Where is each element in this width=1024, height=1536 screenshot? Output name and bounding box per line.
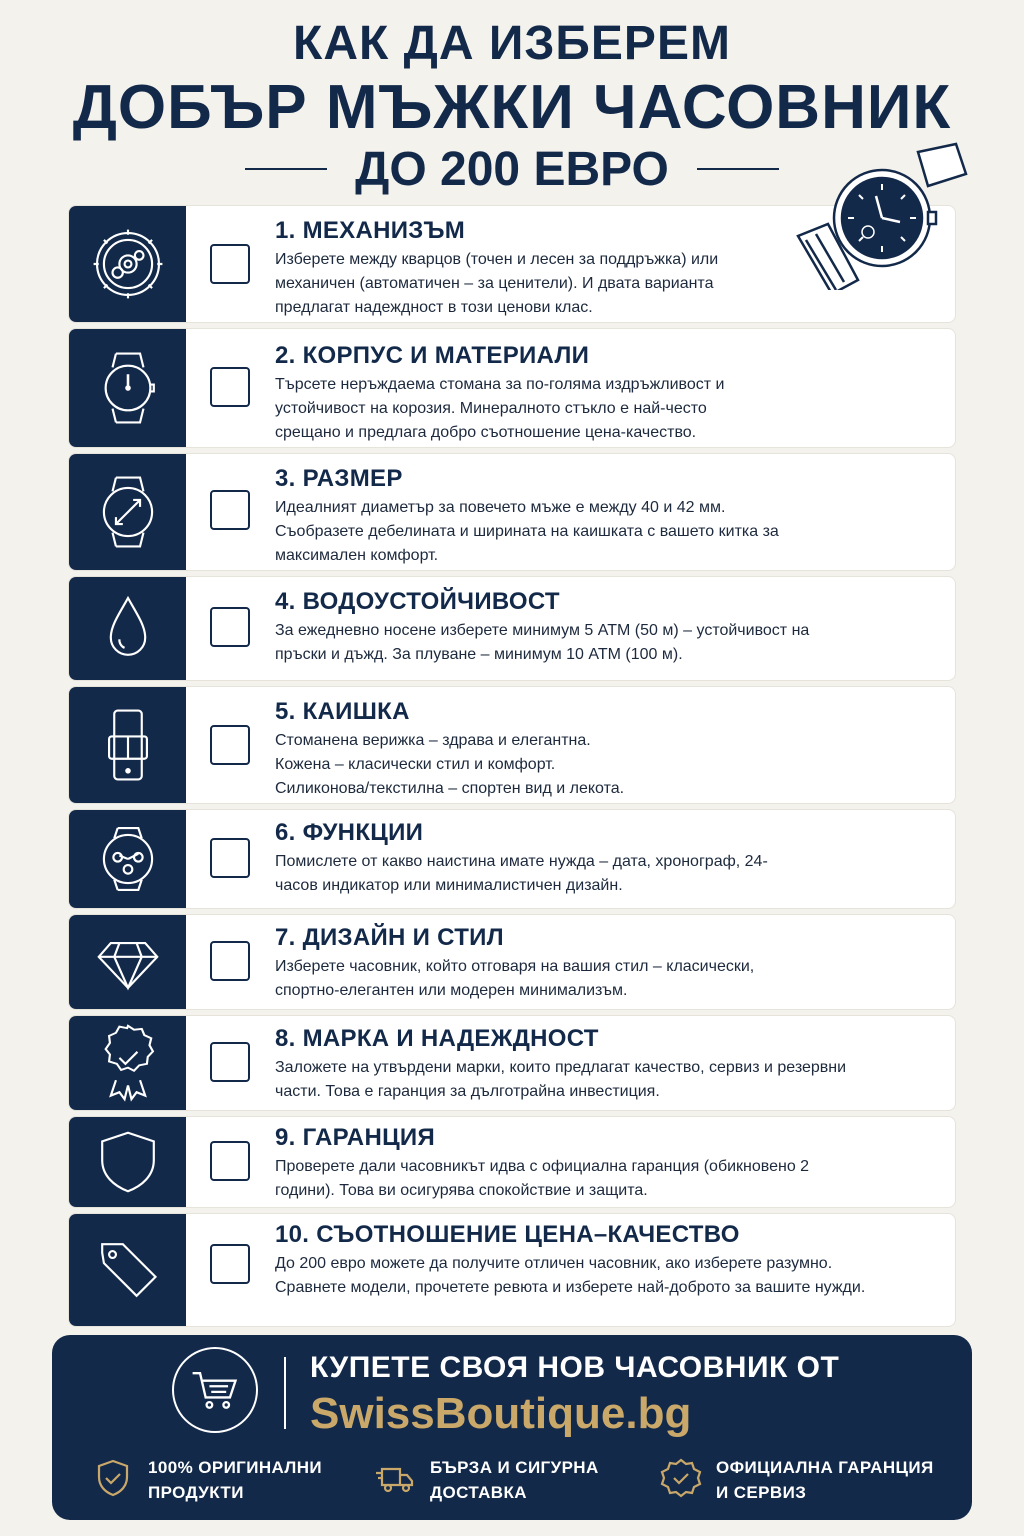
checklist-item-water [68, 576, 956, 681]
shield-icon [69, 1117, 186, 1207]
title-line-2: ДОБЪР МЪЖКИ ЧАСОВНИК [72, 73, 952, 142]
shield-check-icon [92, 1457, 134, 1499]
footer-divider [284, 1357, 286, 1429]
gear-movement-icon [69, 206, 186, 322]
feature-delivery [374, 1449, 634, 1509]
checklist-item-design [68, 914, 956, 1010]
item-title: 3. РАЗМЕР [275, 465, 403, 492]
watch-case-icon [69, 329, 186, 447]
watch-size-icon [69, 454, 186, 570]
checklist-item-warranty [68, 1116, 956, 1208]
checkbox-value[interactable] [210, 1244, 250, 1284]
water-drop-icon [69, 577, 186, 680]
checkbox-design[interactable] [210, 941, 250, 981]
item-body: Заложете на утвърдени марки, които предлагат качество, сервиз и резервни части. Това е гаранция за дълготрайна инвестиция. [275, 1059, 847, 1100]
diamond-icon [69, 915, 186, 1009]
badge-check-icon [660, 1457, 702, 1499]
price-tag-icon [69, 1214, 186, 1326]
checkbox-mechanism[interactable] [210, 244, 250, 284]
item-title: 4. ВОДОУСТОЙЧИВОСТ [275, 588, 560, 615]
item-body: Идеалният диаметър за повечето мъже е между 40 и 42 мм. Съобразете дебелината и ширината на каишката с вашето китка за максимален комфорт. [275, 499, 779, 564]
footer-banner [52, 1335, 972, 1520]
item-body: За ежедневно носене изберете минимум 5 ATM (50 м) – устойчивост на пръски и дъжд. За плуване – минимум 10 ATM (100 м). [275, 622, 810, 663]
item-body: Проверете дали часовникът идва с официална гаранция (обикновено 2 години). Това ви осигурява спокойствие и защита. [275, 1158, 810, 1199]
feature-warranty [660, 1449, 960, 1509]
checkbox-functions[interactable] [210, 838, 250, 878]
item-body: Помислете от какво наистина имате нужда – дата, хронограф, 24-часов индикатор или минималистичен дизайн. [275, 853, 768, 894]
feature-original [92, 1449, 342, 1509]
title-line-3: ДО 200 ЕВРО [355, 143, 669, 196]
title-rule-right [697, 168, 779, 170]
item-title: 1. МЕХАНИЗЪМ [275, 217, 466, 244]
checklist-item-brand [68, 1015, 956, 1111]
checkbox-brand[interactable] [210, 1042, 250, 1082]
footer-title: КУПЕТЕ СВОЯ НОВ ЧАСОВНИК ОТ [310, 1351, 840, 1384]
checkbox-water[interactable] [210, 607, 250, 647]
item-title: 6. ФУНКЦИИ [275, 819, 424, 846]
checklist-item-case [68, 328, 956, 448]
shopping-cart-icon [172, 1347, 258, 1433]
strap-icon [69, 687, 186, 803]
item-title: 9. ГАРАНЦИЯ [275, 1124, 436, 1151]
item-title: 8. МАРКА И НАДЕЖДНОСТ [275, 1025, 599, 1052]
checkbox-case[interactable] [210, 367, 250, 407]
checkbox-size[interactable] [210, 490, 250, 530]
checklist-item-value [68, 1213, 956, 1327]
feature-label: ОФИЦИАЛНА ГАРАНЦИЯ И СЕРВИЗ [716, 1458, 934, 1502]
item-title: 5. КАИШКА [275, 698, 410, 725]
item-body: Търсете неръждаема стомана за по-голяма издръжливост и устойчивост на корозия. Минералното стъкло е най-често срещано и предлага добро съотношение цена-качество. [275, 376, 725, 441]
wristwatch-icon [790, 140, 970, 290]
checkbox-strap[interactable] [210, 725, 250, 765]
checklist-item-functions [68, 809, 956, 909]
item-title: 2. КОРПУС И МАТЕРИАЛИ [275, 342, 590, 369]
item-body: Стоманена верижка – здрава и елегантна. Кожена – класически стил и комфорт. Силиконова/текстилна – спортен вид и лекота. [275, 732, 625, 797]
badge-icon [69, 1016, 186, 1110]
item-title: 10. СЪОТНОШЕНИЕ ЦЕНА–КАЧЕСТВО [275, 1221, 740, 1248]
item-body: Изберете часовник, който отговаря на вашия стил – класически, спортно-елегантен или модерен минимализъм. [275, 958, 755, 999]
feature-label: 100% ОРИГИНАЛНИ ПРОДУКТИ [148, 1458, 323, 1502]
checkbox-warranty[interactable] [210, 1141, 250, 1181]
feature-label: БЪРЗА И СИГУРНА ДОСТАВКА [430, 1458, 599, 1502]
item-body: До 200 евро можете да получите отличен часовник, ако изберете разумно. Сравнете модели, прочетете ревюта и изберете най-доброто за вашите нужди. [275, 1255, 866, 1296]
title-line-1: КАК ДА ИЗБЕРЕМ [293, 17, 731, 70]
truck-icon [374, 1457, 416, 1499]
brand-link[interactable]: SwissBoutique.bg [310, 1389, 692, 1438]
checklist-item-size [68, 453, 956, 571]
item-body: Изберете между кварцов (точен и лесен за поддръжка) или механичен (автоматичен – за ценители). И двата варианта предлагат надеждност в този ценови клас. [275, 251, 719, 316]
item-title: 7. ДИЗАЙН И СТИЛ [275, 924, 504, 951]
chronograph-icon [69, 810, 186, 908]
checklist-item-strap [68, 686, 956, 804]
